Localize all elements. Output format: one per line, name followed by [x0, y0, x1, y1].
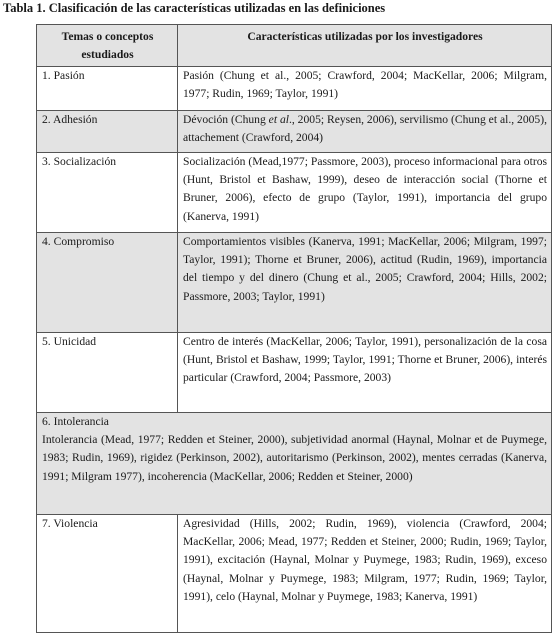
- row-topic: 6. Intolerancia: [42, 415, 109, 428]
- table-row: [37, 515, 552, 633]
- text-italic-segment: et al: [268, 113, 289, 126]
- table-caption: Tabla 1. Clasificación de las características utilizadas en las definiciones: [3, 1, 386, 15]
- row-topic: 5. Unicidad: [37, 333, 178, 413]
- row-characteristics: [178, 111, 552, 153]
- table-row: [37, 233, 552, 333]
- table-row: [37, 333, 552, 413]
- header-characteristics: Características utilizadas por los investigadores: [178, 25, 552, 67]
- table-row: [37, 413, 552, 515]
- row-characteristics: Socialización (Mead,1977; Passmore, 2003), proceso informacional para otros (Hunt, Bristol et Bashaw, 1999), deseo de interacción social (Thorne et Bruner, 2006), efecto de grupo (Taylor, 1991), importancia del grupo (Kanerva, 1991): [178, 153, 552, 233]
- text-segment: ., 2005; Reysen, 2006), servilismo (Chung et al., 2005), attachement (Crawford, 2004): [183, 113, 547, 145]
- row-full-width: [37, 413, 552, 515]
- row-topic: 7. Violencia: [37, 515, 178, 633]
- table-row: [37, 67, 552, 111]
- row-topic: 4. Compromiso: [37, 233, 178, 333]
- row-characteristics: Centro de interés (MacKellar, 2006; Taylor, 1991), personalización de la cosa (Hunt, Bristol et Bashaw, 1999; Taylor, 1991; Thorne et Bruner, 2006), interés particular (Crawford, 2004; Passmore, 2003): [178, 333, 552, 413]
- text-segment: Dévoción (Chung: [183, 113, 269, 126]
- table-row: [37, 153, 552, 233]
- row-characteristics: Intolerancia (Mead, 1977; Redden et Steiner, 2000), subjetividad anormal (Haynal, Molnar et de Puymege, 1983; Rudin, 1969), rigidez (Perkinson, 2002), autoritarismo (Perkinson, 2002), mentes cerradas (Kanerva, 1991; Milgram 1977), incoherencia (MacKellar, 2006; Redden et Steiner, 2000): [42, 433, 547, 483]
- classification-table: [36, 24, 552, 633]
- row-topic: 1. Pasión: [37, 67, 178, 111]
- row-characteristics: Comportamientos visibles (Kanerva, 1991; MacKellar, 2006; Milgram, 1997; Taylor, 1991); Thorne et Bruner, 2006), actitud (Rudin, 1969), importancia del tiempo y del dinero (Chung et al., 2005; Crawford, 2004; Hills, 2002; Passmore, 2003; Taylor, 1991): [178, 233, 552, 333]
- row-topic: 2. Adhesión: [37, 111, 178, 153]
- row-characteristics: Pasión (Chung et al., 2005; Crawford, 2004; MacKellar, 2006; Milgram, 1977; Rudin, 1969; Taylor, 1991): [178, 67, 552, 111]
- table-row: [37, 111, 552, 153]
- table-header-row: [37, 25, 552, 67]
- row-characteristics: Agresividad (Hills, 2002; Rudin, 1969), violencia (Crawford, 2004; MacKellar, 2006; Mead, 1977; Redden et Steiner, 2000; Rudin, 1969; Taylor, 1991), excitación (Haynal, Molnar y Puymege, 1983; Rudin, 1969), exceso (Haynal, Molnar y Puymege, 1983; Milgram, 1977; Rudin, 1969; Taylor, 1991), celo (Haynal, Molnar y Puymege, 1983; Kanerva, 1991): [178, 515, 552, 633]
- header-topics: Temas o conceptos estudiados: [37, 25, 178, 67]
- row-topic: 3. Socialización: [37, 153, 178, 233]
